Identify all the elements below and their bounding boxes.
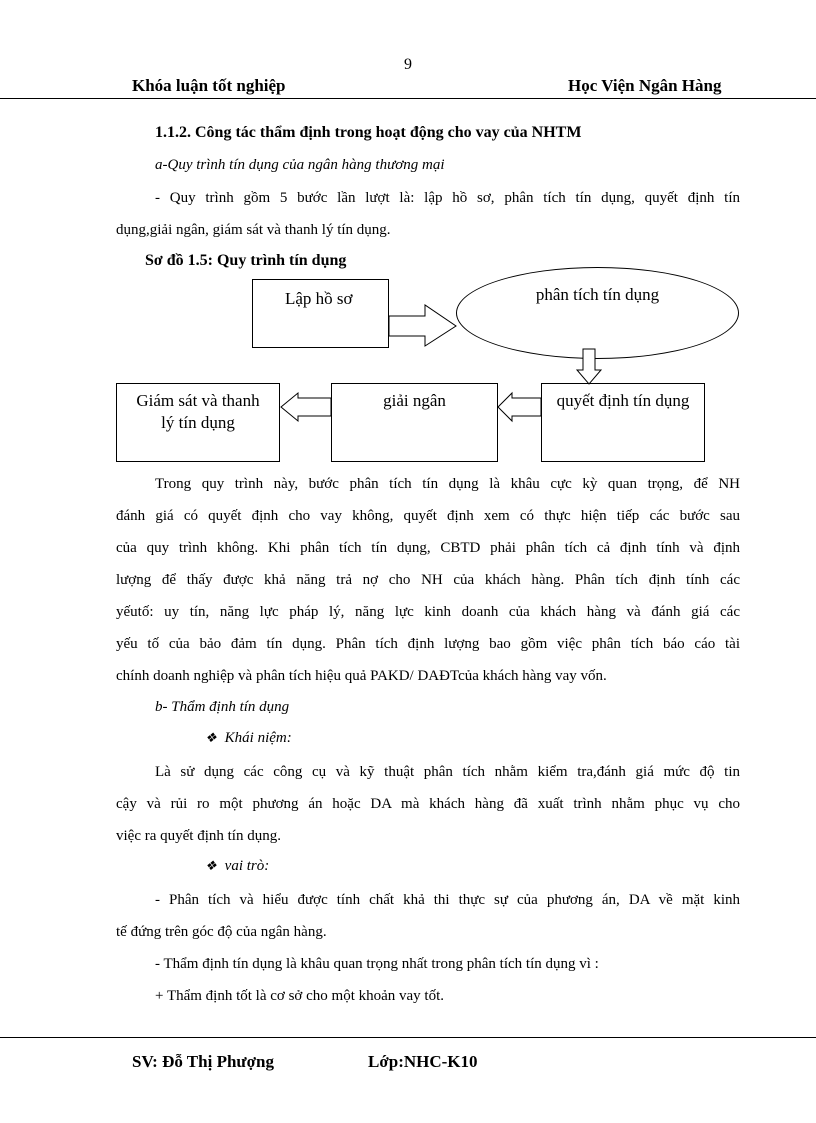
paragraph-line: yếutố: uy tín, năng lực pháp lý, năng lực kinh doanh của khách hàng và đánh giá các	[116, 604, 740, 620]
header-left: Khóa luận tốt nghiệp	[132, 76, 286, 95]
paragraph-line: chính doanh nghiệp và phân tích hiệu quả PAKD/ DAĐTcủa khách hàng vay vốn.	[116, 668, 607, 684]
step-giai-ngan: giải ngân	[331, 383, 498, 462]
footer-rule	[0, 1037, 816, 1038]
step-quyet-dinh: quyết định tín dụng	[541, 383, 705, 462]
diamond-bullet-icon: ❖	[205, 730, 217, 745]
step-phan-tich: phân tích tín dụng	[456, 267, 739, 359]
paragraph-line: yếu tố của bảo đảm tín dụng. Phân tích định lượng bao gồm việc phân tích báo cáo tài	[116, 636, 740, 652]
arrow-left-icon	[281, 393, 331, 421]
arrow-down-icon	[577, 349, 601, 384]
paragraph-line: tế đứng trên góc độ của ngân hàng.	[116, 924, 327, 940]
bullet-label: Khái niệm:	[224, 730, 292, 746]
footer-class: Lớp:NHC-K10	[368, 1052, 478, 1071]
subheading-a: a-Quy trình tín dụng của ngân hàng thương mại	[155, 157, 445, 173]
paragraph-line: - Thẩm định tín dụng là khâu quan trọng nhất trong phân tích tín dụng vì :	[155, 956, 599, 972]
paragraph-line: lượng để thấy được khả năng trả nợ cho NH của khách hàng. Phân tích định tính các	[116, 572, 740, 588]
header-right: Học Viện Ngân Hàng	[568, 76, 722, 95]
paragraph-line: - Phân tích và hiểu được tính chất khả thi thực sự của phương án, DA về mặt kinh	[155, 892, 740, 908]
step-lap-ho-so: Lập hồ sơ	[252, 279, 389, 348]
section-title: 1.1.2. Công tác thẩm định trong hoạt động cho vay của NHTM	[155, 124, 582, 141]
paragraph-line: đánh giá có quyết định cho vay không, quyết định xem có thực hiện tiếp các bước sau	[116, 508, 740, 524]
diamond-bullet-icon: ❖	[205, 858, 217, 873]
paragraph-line: + Thẩm định tốt là cơ sở cho một khoản vay tốt.	[155, 988, 445, 1004]
subheading-b: b- Thẩm định tín dụng	[155, 699, 290, 715]
footer-student: SV: Đỗ Thị Phượng	[132, 1052, 274, 1071]
step-giam-sat-line2: lý tín dụng	[161, 413, 235, 432]
diagram-caption: Sơ đồ 1.5: Quy trình tín dụng	[145, 252, 347, 269]
paragraph-line: dụng,giải ngân, giám sát và thanh lý tín dụng.	[116, 222, 391, 238]
arrow-left-icon	[498, 393, 541, 421]
paragraph-line: việc ra quyết định tín dụng.	[116, 828, 281, 844]
bullet-label: vai trò:	[224, 858, 270, 874]
bullet-vai-tro	[205, 856, 269, 876]
paragraph-line: của quy trình không. Khi phân tích tín dụng, CBTD phải phân tích cả định tính và định	[116, 540, 740, 556]
bullet-khai-niem	[205, 728, 292, 748]
paragraph-line: cậy và rủi ro một phương án hoặc DA mà khách hàng đã xuất trình nhằm phục vụ cho	[116, 796, 740, 812]
page-number: 9	[404, 56, 412, 73]
paragraph-line: - Quy trình gồm 5 bước lần lượt là: lập hồ sơ, phân tích tín dụng, quyết định tín	[155, 190, 740, 206]
paragraph-line: Là sử dụng các công cụ và kỹ thuật phân tích nhằm kiểm tra,đánh giá mức độ tin	[155, 764, 740, 780]
arrow-right-icon	[389, 305, 456, 346]
step-giam-sat-line1: Giám sát và thanh	[136, 391, 260, 410]
diagram-arrows	[0, 0, 816, 500]
paragraph-line: Trong quy trình này, bước phân tích tín dụng là khâu cực kỳ quan trọng, để NH	[155, 476, 740, 492]
